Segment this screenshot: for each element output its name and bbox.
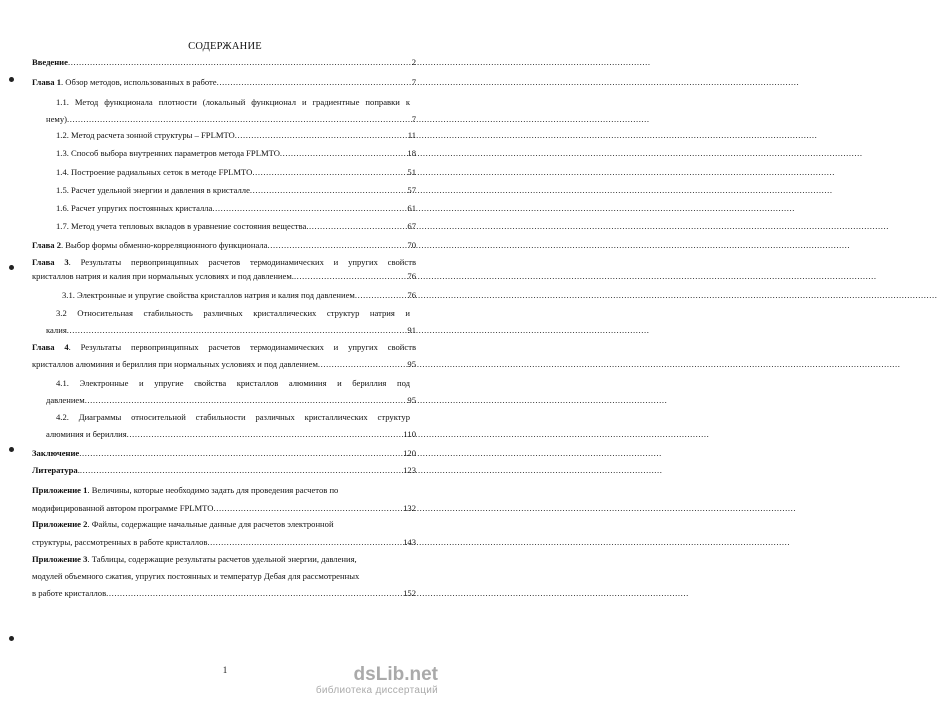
toc-page-number: 152 [403, 588, 416, 598]
toc-entry-1-7 [56, 220, 416, 232]
toc-page-number: 70 [407, 240, 416, 250]
dot-leader [267, 239, 406, 251]
toc-entry-1-4 [56, 166, 416, 178]
toc-page-number: 11 [407, 130, 416, 140]
dot-leader [127, 428, 403, 440]
toc-entry-1-2 [56, 129, 416, 141]
toc-text: алюминия и бериллия [46, 429, 127, 439]
toc-text: . Таблицы, содержащие результаты расчетов удельной энергии, давления, [87, 554, 357, 564]
toc-page-number: 18 [407, 148, 416, 158]
toc-text: . Результаты первопринципных расчетов термодинамических и упругих свойств [68, 257, 417, 267]
toc-page-number: 120 [403, 448, 416, 458]
toc-entry-chapter-2 [32, 239, 416, 251]
toc-text: 4.2. Диаграммы относительной стабильности различных кристаллических структур [56, 412, 410, 422]
toc-text: кристаллов алюминия и бериллия при нормальных условиях и под давлением [32, 359, 318, 369]
toc-text: . Обзор методов, использованных в работе [61, 77, 217, 87]
toc-label: Заключение [32, 448, 80, 458]
page-title: СОДЕРЖАНИЕ [188, 41, 262, 52]
toc-text: модулей объемного сжатия, упругих постоянных и температур Дебая для рассмотренных [32, 571, 360, 581]
toc-text: 4.1. Электронные и упругие свойства кристаллов алюминия и бериллия под [56, 378, 410, 388]
toc-entry-3-2 [46, 307, 416, 335]
toc-page-number: 143 [403, 537, 416, 547]
toc-page-number: 67 [407, 221, 416, 231]
toc-entry-conclusion [32, 447, 416, 459]
toc-page-number: 7 [411, 114, 416, 124]
dot-leader [79, 447, 402, 459]
toc-text: . Результаты первопринципных расчетов термодинамических и упругих свойств [68, 342, 417, 352]
dot-leader [207, 536, 402, 548]
margin-dot [9, 265, 14, 270]
page-number: 1 [222, 665, 228, 675]
dot-leader [280, 147, 406, 159]
toc-text: 1.4. Построение радиальных сеток в методе FPLMTO [56, 167, 253, 177]
dot-leader [212, 202, 406, 214]
dot-leader [213, 502, 402, 514]
toc-label: Введение [32, 57, 68, 67]
margin-dot [9, 77, 14, 82]
watermark-subtitle: библиотека диссертаций [315, 685, 438, 696]
toc-label: Глава 3 [32, 257, 69, 267]
watermark [316, 665, 438, 697]
toc-text: . Файлы, содержащие начальные данные для расчетов электронной [87, 519, 334, 529]
toc-entry-chapter-4 [32, 341, 416, 367]
toc-text: давлением [46, 395, 85, 405]
toc-page-number: 110 [403, 429, 416, 439]
dot-leader [235, 129, 407, 141]
margin-dot [9, 636, 14, 641]
toc-page-number: 51 [407, 167, 416, 177]
toc-text: 3.1. Электронные и упругие свойства кристаллов натрия и калия под давлением [62, 290, 355, 300]
toc-entry-1-1 [46, 96, 416, 124]
dot-leader [318, 358, 407, 370]
toc-text: в работе кристаллов [32, 588, 107, 598]
table-of-contents [0, 0, 450, 600]
toc-text: . Выбор формы обменно-корреляционного функционала [61, 240, 268, 250]
toc-text: . Величины, которые необходимо задать для проведения расчетов по [87, 485, 339, 495]
toc-label: Приложение 2 [32, 519, 88, 529]
toc-text: кристаллов натрия и калия при нормальных условиях и под давлением. [32, 271, 294, 281]
toc-entry-introduction [32, 56, 416, 68]
dot-leader [67, 113, 411, 125]
toc-page-number: 7 [411, 77, 416, 87]
dot-leader [85, 394, 407, 406]
dot-leader [106, 587, 402, 599]
toc-entry-4-2 [46, 411, 416, 439]
dot-leader [217, 76, 411, 88]
toc-label: Литература [32, 465, 78, 475]
toc-entry-appendix-2 [32, 518, 416, 547]
toc-page-number: 91 [407, 325, 416, 335]
toc-label: Глава 4 [32, 342, 69, 352]
dot-leader [355, 289, 407, 301]
toc-text: 1.6. Расчет упругих постоянных кристалла [56, 203, 213, 213]
dot-leader [294, 270, 406, 282]
toc-page-number: 76 [407, 290, 416, 300]
dot-leader [252, 166, 406, 178]
watermark-logo: dsLib.net [353, 664, 438, 685]
toc-text: 1.3. Способ выбора внутренних параметров метода FPLMTO [56, 148, 280, 158]
toc-text: модифицированной автором программе FPLMTO [32, 503, 214, 513]
toc-text: 1.7. Метод учета тепловых вкладов в уравнение состояния вещества [56, 221, 307, 231]
toc-label: Приложение 1 [32, 485, 88, 495]
toc-entry-3-1 [62, 289, 416, 301]
toc-entry-4-1 [46, 377, 416, 405]
dot-leader [250, 184, 407, 196]
toc-page-number: 132 [403, 503, 416, 513]
toc-page-number: 57 [407, 185, 416, 195]
dot-leader [68, 56, 411, 68]
toc-text: 1.1. Метод функционала плотности (локальный функционал и градиентные поправки к [56, 97, 410, 107]
toc-label: Приложение 3 [32, 554, 88, 564]
toc-entry-references [32, 464, 416, 476]
toc-page-number: 123 [403, 465, 416, 475]
toc-entry-1-6 [56, 202, 416, 214]
dot-leader [306, 220, 406, 232]
toc-page-number: 76 [407, 271, 416, 281]
toc-page-number: 95 [407, 359, 416, 369]
toc-page-number: 61 [407, 203, 416, 213]
toc-text: 1.2. Метод расчета зонной структуры – FPLMTO [56, 130, 235, 140]
toc-page-number: 95 [407, 395, 416, 405]
toc-page-number: 2 [411, 57, 416, 67]
toc-label: Глава 1 [32, 77, 61, 87]
toc-text: нему) [46, 114, 68, 124]
margin-dot [9, 447, 14, 452]
toc-text: 3.2 Относительная стабильность различных кристаллических структур натрия и [56, 308, 410, 318]
toc-text: структуры, рассмотренных в работе кристаллов [32, 537, 208, 547]
toc-text: . [77, 465, 80, 475]
toc-text: 1.5. Расчет удельной энергии и давления в кристалле [56, 185, 250, 195]
toc-label: Глава 2 [32, 240, 61, 250]
toc-entry-1-3 [56, 147, 416, 159]
toc-entry-appendix-3 [32, 553, 416, 597]
toc-entry-chapter-1 [32, 76, 416, 88]
dot-leader [77, 464, 402, 476]
toc-text: калия [46, 325, 67, 335]
dot-leader [67, 324, 407, 336]
toc-entry-chapter-3 [32, 256, 416, 282]
toc-entry-1-5 [56, 184, 416, 196]
toc-entry-appendix-1 [32, 484, 416, 513]
